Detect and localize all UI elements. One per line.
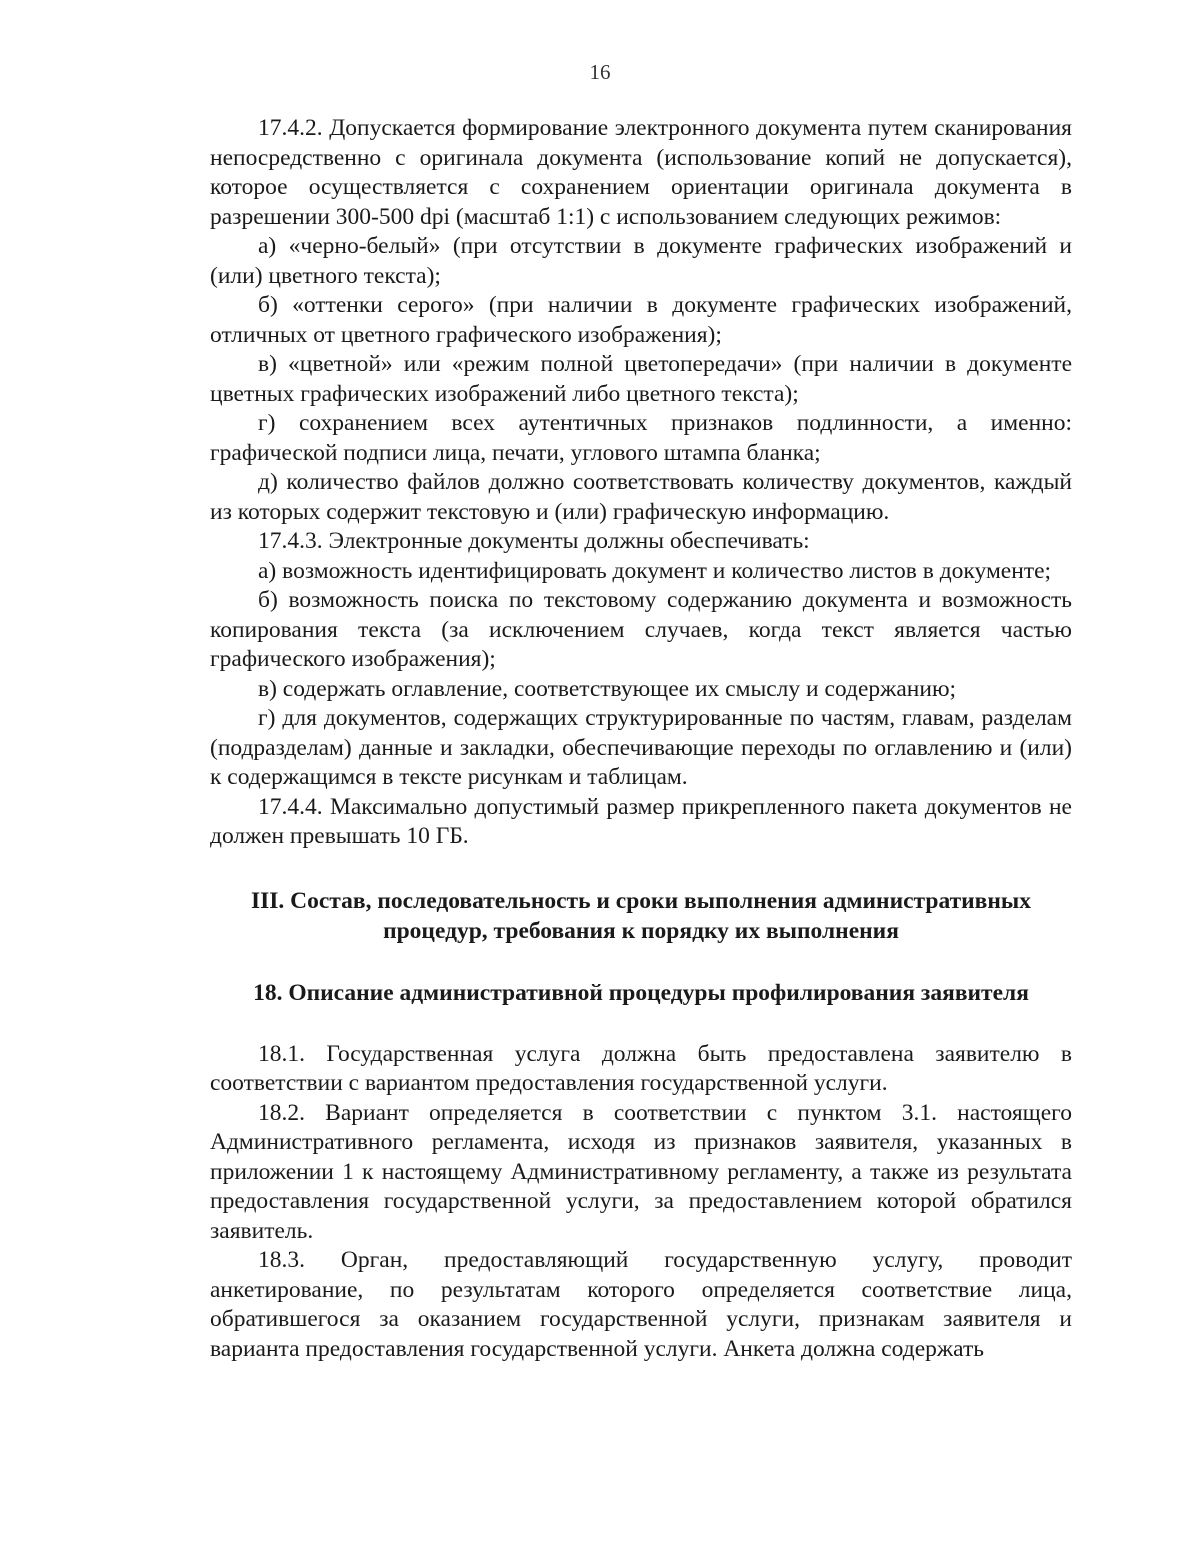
list-item-g-structured: г) для документов, содержащих структурированные по частям, главам, разделам (подразделам) данные и закладки, обеспечивающие переходы по оглавлению и (или) к содержащимся в тексте рисункам и таблицам. — [210, 705, 1072, 790]
paragraph-17-4-4: 17.4.4. Максимально допустимый размер прикрепленного пакета документов не должен превышать 10 ГБ. — [210, 793, 1072, 849]
paragraph-18-3: 18.3. Орган, предоставляющий государственную услугу, проводит анкетирование, по результатам которого определяется соответствие лица, обратившегося за оказанием государственной услуги, признакам заявителя и варианта предоставления государственной услуги. Анкета должна содержать — [210, 1247, 1072, 1362]
list-item-a-identify: а) возможность идентифицировать документ и количество листов в документе; — [258, 557, 1052, 584]
paragraph-17-4-3: 17.4.3. Электронные документы должны обеспечивать: — [258, 528, 810, 554]
paragraph-18-1: 18.1. Государственная услуга должна быть предоставлена заявителю в соответствии с вариантом предоставления государственной услуги. — [210, 1040, 1072, 1096]
list-item-d-files: д) количество файлов должно соответствовать количеству документов, каждый из которых содержит текстовую и (или) графическую информацию. — [210, 469, 1072, 525]
paragraph-17-4-2: 17.4.2. Допускается формирование электронного документа путем сканирования непосредственно с оригинала документа (использование копий не допускается), которое осуществляется с сохранением ориентации оригинала документа в разрешении 300-500 dpi (масштаб 1:1) с использованием следующих режимов: — [210, 115, 1072, 230]
subsection-heading: 18. Описание административной процедуры профилирования заявителя — [253, 979, 1029, 1006]
document-body — [210, 114, 1072, 1364]
list-item-b-grayscale: б) «оттенки серого» (при наличии в документе графических изображений, отличных от цветного графического изображения); — [210, 292, 1072, 348]
list-item-v-toc: в) содержать оглавление, соответствующее их смыслу и содержанию; — [258, 675, 957, 702]
list-item-b-search: б) возможность поиска по текстовому содержанию документа и возможность копирования текста (за исключением случаев, когда текст является частью графического изображения); — [210, 587, 1072, 672]
paragraph-18-2: 18.2. Вариант определяется в соответствии с пунктом 3.1. настоящего Административного регламента, исходя из признаков заявителя, указанных в приложении 1 к настоящему Административному регламенту, а также из результата предоставления государственной услуги, за предоставлением которой обратился заявитель. — [210, 1099, 1072, 1244]
list-item-g-authentic: г) сохранением всех аутентичных признаков подлинности, а именно: графической подписи лица, печати, углового штампа бланка; — [210, 410, 1072, 466]
list-item-v-color: в) «цветной» или «режим полной цветопередачи» (при наличии в документе цветных графических изображений либо цветного текста); — [210, 351, 1072, 407]
page-number: 16 — [589, 60, 611, 84]
list-item-a-bw: а) «черно-белый» (при отсутствии в документе графических изображений и (или) цветного текста); — [210, 233, 1072, 289]
section-heading: III. Состав, последовательность и сроки выполнения административных процедур, требования к порядку их выполнения — [250, 887, 1032, 944]
